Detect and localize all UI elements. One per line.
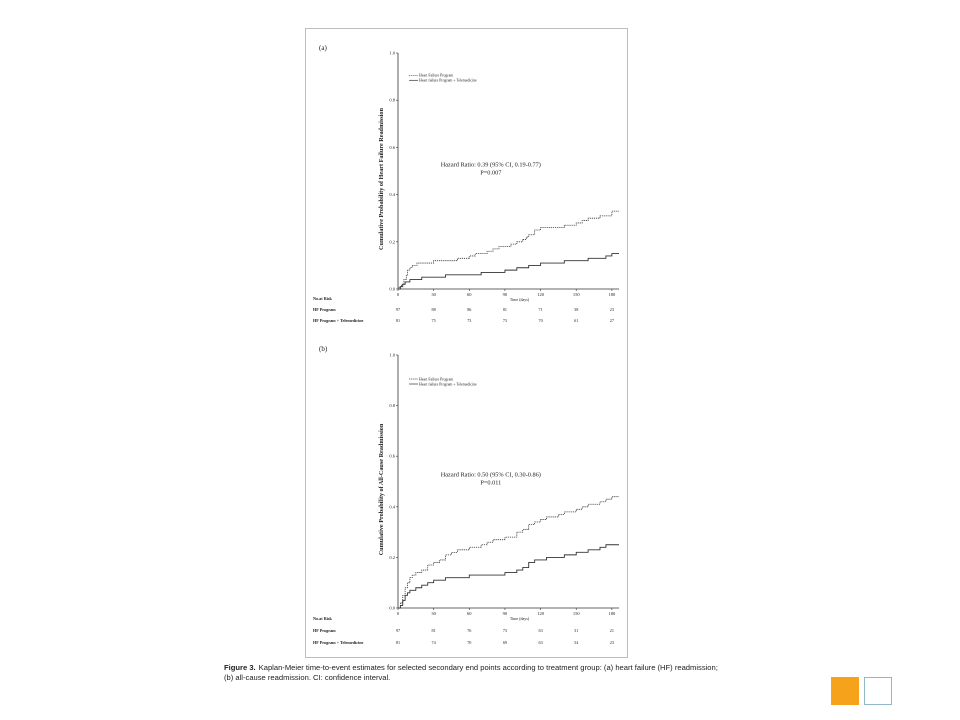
chart-a-risk-cell: 70 — [538, 318, 543, 323]
chart-a-risk-row-label: HF Program — [313, 307, 336, 312]
chart-a-risk-cell: 81 — [395, 318, 401, 323]
chart-b-risk-row-label: HF Program + Telemedicine — [313, 640, 364, 645]
chart-a-risk-cell: 97 — [395, 307, 401, 312]
figure-panel — [305, 28, 628, 658]
chart-a-y-tick-label: 0.2 — [389, 239, 395, 245]
chart-b-risk-cell: 54 — [574, 640, 579, 645]
chart-a-y-axis-label: Cumulative Probability of Heart Failure Readmission — [378, 108, 385, 250]
chart-b-y-tick-label: 0.6 — [389, 453, 395, 459]
orange-square-decoration — [831, 677, 859, 705]
chart-a-series-line-hf-telemedicine — [398, 254, 619, 289]
chart-b-x-tick-label: 30 — [431, 611, 436, 616]
chart-b-risk-cell: 74 — [431, 640, 436, 645]
chart-a-x-tick-label: 90 — [502, 292, 508, 297]
chart-b-y-axis-label: Cumulative Probability of All-Cause Readmission — [378, 423, 385, 556]
chart-a-y-tick-label: 0.0 — [389, 286, 395, 292]
chart-a-hazard-annotation: P=0.007 — [480, 169, 502, 177]
chart-b-risk-cell: 69 — [502, 640, 508, 645]
chart-b-x-tick-label: 0 — [396, 611, 400, 616]
chart-b-y-tick-label: 0.2 — [389, 554, 395, 560]
chart-b-series-line-hf-telemedicine — [398, 545, 619, 608]
chart-a-x-tick-label: 60 — [467, 292, 472, 297]
figure-caption — [224, 663, 724, 683]
chart-b-x-tick-label: 90 — [502, 611, 508, 616]
chart-a-x-axis-label: Time (days) — [509, 297, 530, 302]
chart-a-hazard-annotation: Hazard Ratio: 0.39 (95% CI, 0.19-0.77) — [440, 161, 541, 169]
chart-b-risk-cell: 21 — [609, 628, 614, 633]
chart-b-y-tick-label: 1.0 — [389, 352, 395, 358]
chart-b-x-tick-label: 120 — [537, 611, 544, 616]
chart-a-x-tick-label: 180 — [608, 292, 616, 297]
chart-a-risk-cell: 38 — [574, 307, 579, 312]
chart-a-risk-cell: 73 — [467, 318, 472, 323]
chart-b-risk-cell: 97 — [395, 628, 401, 633]
chart-a-legend-entry: Heart failure Program + Telemedicine — [419, 78, 477, 83]
chart-a-panel-label: (a) — [319, 44, 327, 52]
chart-a-risk-cell: 71 — [538, 307, 543, 312]
chart-b-y-tick-label: 0.4 — [389, 504, 395, 510]
chart-b-y-tick-label: 0.8 — [389, 403, 395, 409]
chart-a-y-tick-label: 0.4 — [389, 192, 395, 198]
chart-b-hazard-annotation: P=0.011 — [480, 479, 502, 487]
caption-text: Kaplan-Meier time-to-event estimates for selected secondary end points according to treatment group: (a) heart failure (HF) readmission; (b) all-cause readmission. CI: confidence interval. — [224, 663, 718, 682]
chart-a-risk-cell: 75 — [431, 318, 436, 323]
chart-b-risk-cell: 63 — [538, 628, 543, 633]
kaplan-meier-figure — [306, 29, 629, 659]
chart-a-risk-table-header: No.at Risk — [313, 296, 332, 301]
chart-b-risk-cell: 81 — [395, 640, 401, 645]
chart-a-x-tick-label: 120 — [537, 292, 544, 297]
chart-b-y-tick-label: 0.0 — [389, 605, 395, 611]
chart-b-risk-table-header: No.at Risk — [313, 616, 332, 621]
chart-a-y-tick-label: 0.6 — [389, 144, 395, 150]
chart-b-risk-cell: 31 — [574, 628, 579, 633]
outline-square-decoration — [864, 677, 892, 705]
chart-b-x-tick-label: 150 — [572, 611, 580, 616]
chart-a-risk-row-label: HF Program + Telemedicine — [313, 318, 364, 323]
chart-b-risk-cell: 76 — [467, 628, 472, 633]
chart-b-legend-entry: Heart Failure Program — [419, 377, 454, 382]
chart-b-hazard-annotation: Hazard Ratio: 0.50 (95% CI, 0.30-0.86) — [440, 471, 541, 479]
chart-b-x-axis-label: Time (days) — [509, 616, 530, 621]
chart-a-risk-cell: 88 — [431, 307, 436, 312]
chart-a-legend-entry: Heart Failure Program — [419, 73, 454, 78]
chart-a-risk-cell: 23 — [609, 307, 614, 312]
chart-a-x-tick-label: 30 — [431, 292, 436, 297]
chart-b-panel-label: (b) — [319, 345, 328, 353]
caption-label: Figure 3. — [224, 663, 256, 672]
chart-b-legend-entry: Heart failure Program + Telemedicine — [419, 382, 477, 387]
chart-a-x-tick-label: 150 — [572, 292, 580, 297]
chart-b-risk-cell: 81 — [431, 628, 436, 633]
chart-a-y-tick-label: 1.0 — [389, 50, 395, 56]
chart-b-risk-row-label: HF Program — [313, 628, 336, 633]
chart-a-x-tick-label: 0 — [396, 292, 400, 297]
chart-a-risk-cell: 61 — [574, 318, 579, 323]
chart-a-risk-cell: 27 — [609, 318, 614, 323]
chart-b-risk-cell: 23 — [609, 640, 614, 645]
chart-b-risk-cell: 70 — [467, 640, 472, 645]
chart-b-risk-cell: 63 — [538, 640, 543, 645]
chart-a-y-tick-label: 0.8 — [389, 97, 395, 103]
chart-a-risk-cell: 81 — [502, 307, 508, 312]
chart-a-risk-cell: 86 — [467, 307, 472, 312]
chart-b-x-tick-label: 60 — [467, 611, 472, 616]
chart-b-risk-cell: 73 — [502, 628, 508, 633]
chart-a-risk-cell: 73 — [502, 318, 508, 323]
chart-b-x-tick-label: 180 — [608, 611, 616, 616]
